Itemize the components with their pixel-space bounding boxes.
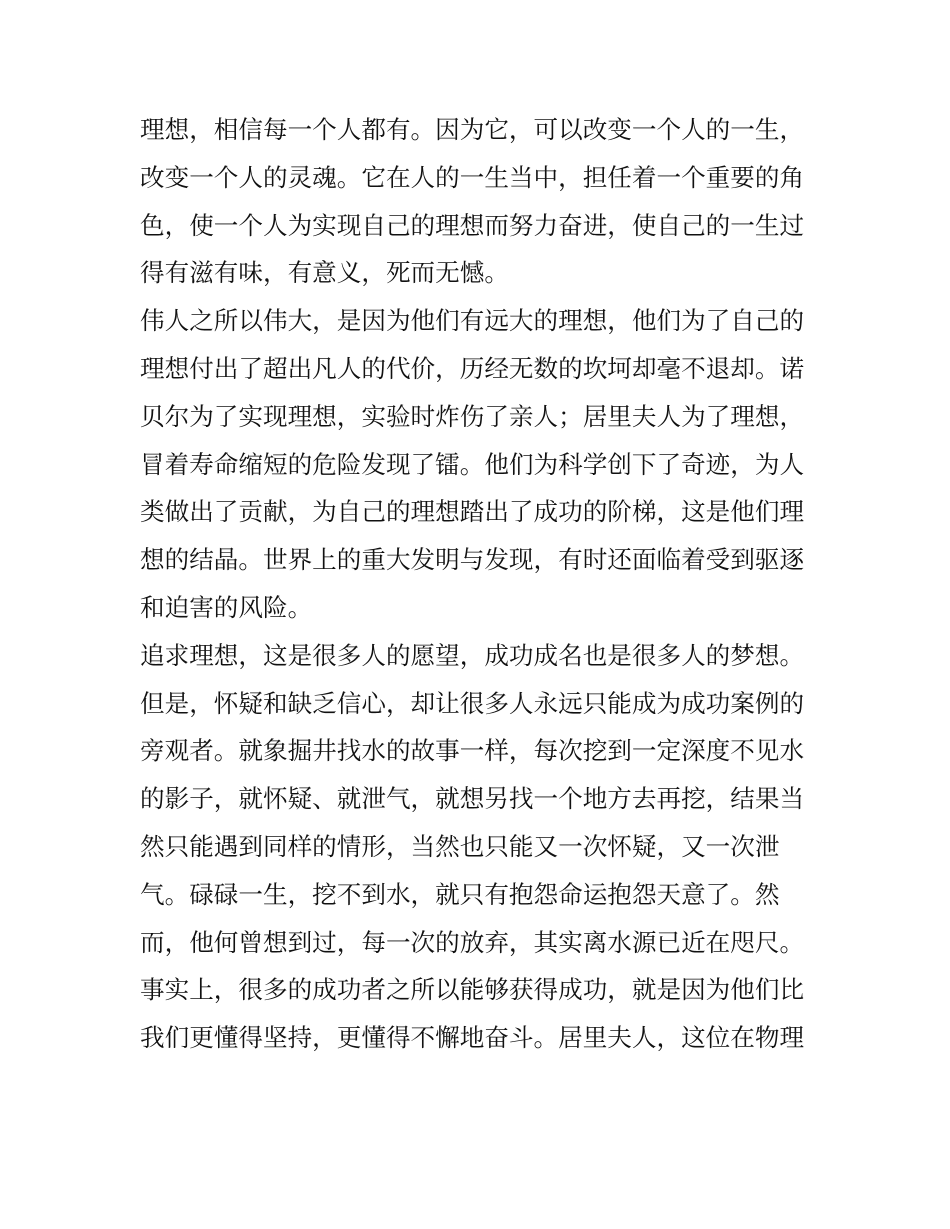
text-line: 理想付出了超出凡人的代价，历经无数的坎坷却毫不退却。诺 [140, 353, 805, 383]
text-line: 事实上，很多的成功者之所以能够获得成功，就是因为他们比 [140, 975, 805, 1005]
text-line: 改变一个人的灵魂。它在人的一生当中，担任着一个重要的角 [140, 162, 805, 192]
text-line: 而，他何曾想到过，每一次的放弃，其实离水源已近在咫尺。 [140, 927, 805, 957]
text-line: 伟人之所以伟大，是因为他们有远大的理想，他们为了自己的 [140, 306, 805, 336]
text-line: 类做出了贡献，为自己的理想踏出了成功的阶梯，这是他们理 [140, 497, 805, 527]
text-line: 旁观者。就象掘井找水的故事一样，每次挖到一定深度不见水 [140, 736, 805, 766]
text-line: 贝尔为了实现理想，实验时炸伤了亲人；居里夫人为了理想， [140, 401, 805, 431]
text-line: 气。碌碌一生，挖不到水，就只有抱怨命运抱怨天意了。然 [140, 879, 780, 909]
text-line: 理想，相信每一个人都有。因为它，可以改变一个人的一生， [140, 115, 805, 144]
text-line: 然只能遇到同样的情形，当然也只能又一次怀疑，又一次泄 [140, 831, 780, 861]
text-line: 色，使一个人为实现自己的理想而努力奋进，使自己的一生过 [140, 210, 805, 240]
text-line: 冒着寿命缩短的危险发现了镭。他们为科学创下了奇迹，为人 [140, 449, 805, 479]
text-line: 我们更懂得坚持，更懂得不懈地奋斗。居里夫人，这位在物理 [140, 1023, 805, 1053]
text-line: 得有滋有味，有意义，死而无憾。 [140, 258, 509, 288]
text-line: 和迫害的风险。 [140, 592, 313, 622]
text-line: 但是，怀疑和缺乏信心，却让很多人永远只能成为成功案例的 [140, 688, 805, 718]
text-line: 追求理想，这是很多人的愿望，成功成名也是很多人的梦想。 [140, 640, 805, 670]
text-line: 想的结晶。世界上的重大发明与发现，有时还面临着受到驱逐 [140, 545, 805, 575]
text-line: 的影子，就怀疑、就泄气，就想另找一个地方去再挖，结果当 [140, 784, 805, 814]
document-body [140, 106, 820, 1062]
